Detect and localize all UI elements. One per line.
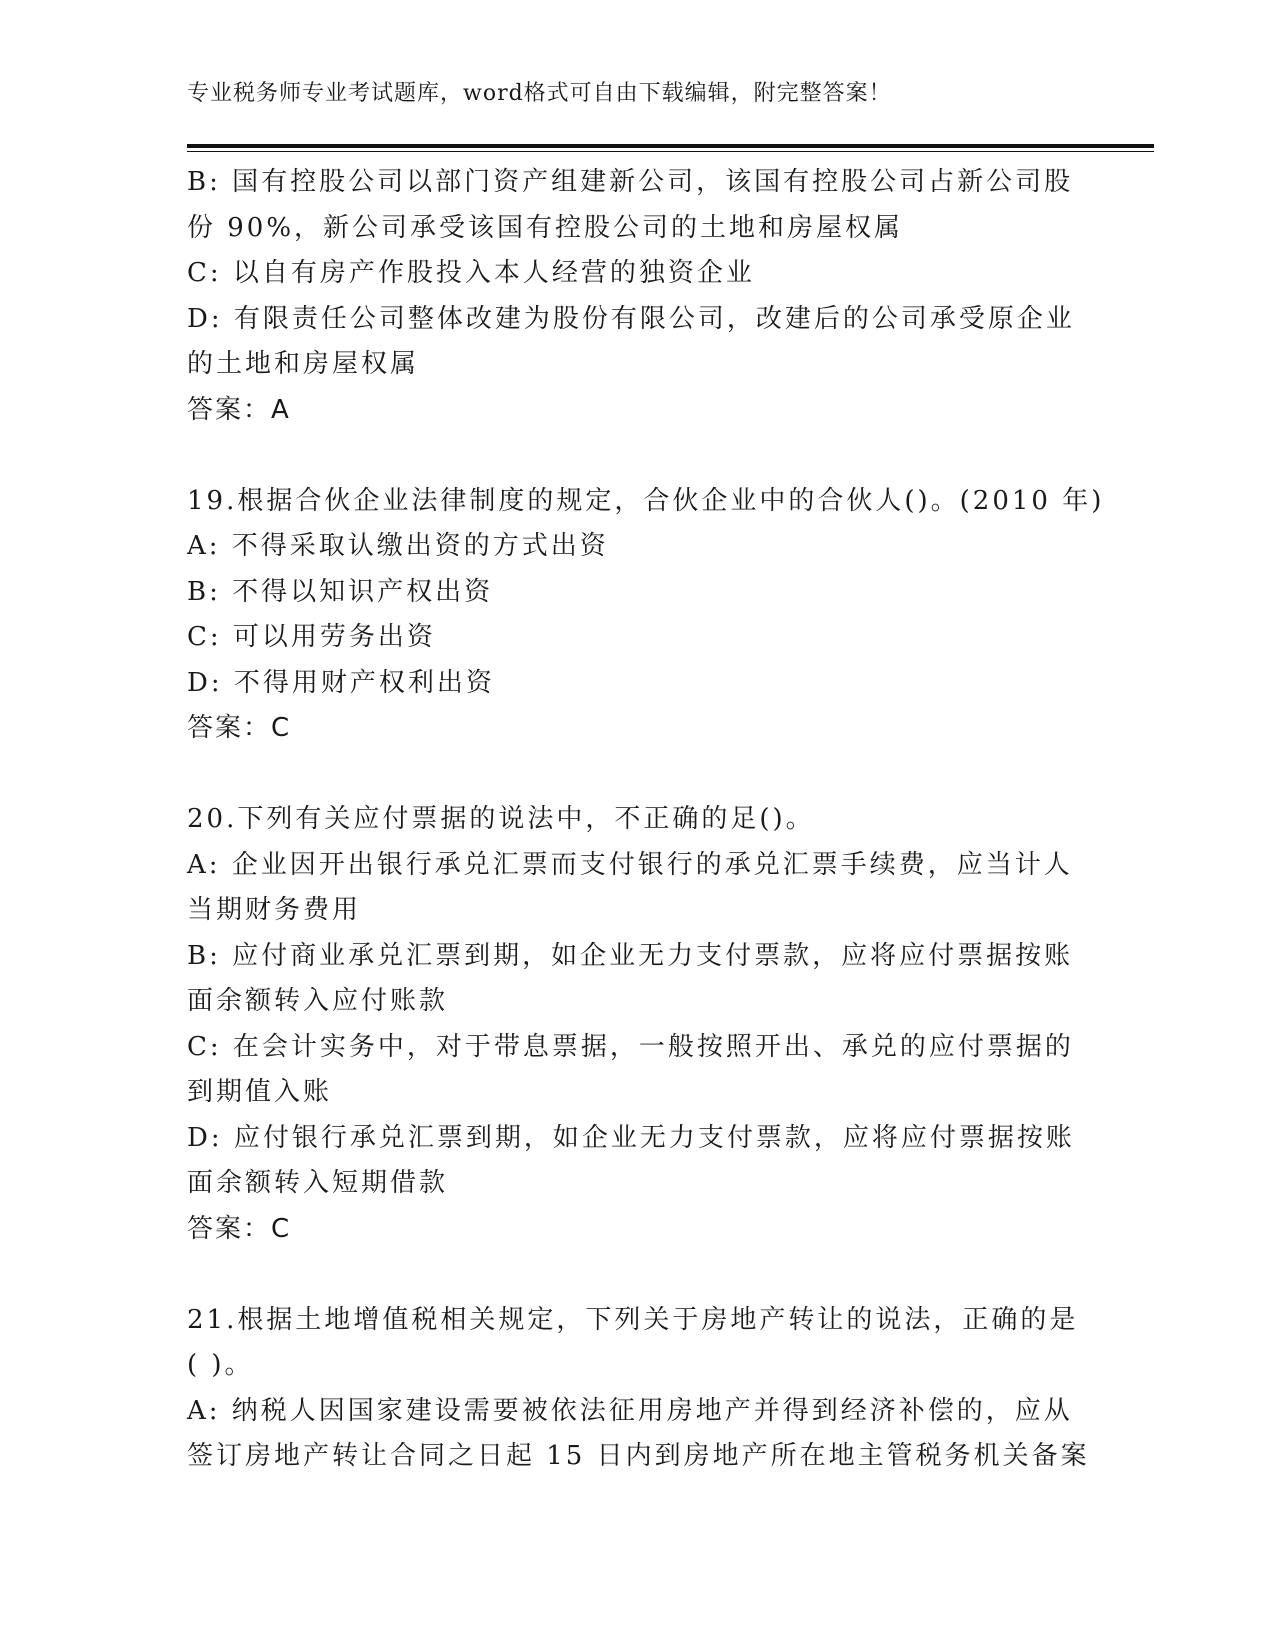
option-line: 签订房地产转让合同之日起 15 日内到房地产所在地主管税务机关备案 [187,1441,1090,1471]
option-line: 面余额转入应付账款 [187,986,449,1016]
option-line: D: 应付银行承兑汇票到期，如企业无力支付票款，应将应付票据按账 [187,1122,1075,1153]
option-line: A: 不得采取认缴出资的方式出资 [187,531,609,561]
question-stem: 21.根据土地增值税相关规定，下列关于房地产转让的说法，正确的是 [187,1304,1079,1335]
option-line: B: 应付商业承兑汇票到期，如企业无力支付票款，应将应付票据按账 [187,940,1074,971]
option-line: B: 不得以知识产权出资 [187,576,494,607]
option-line: A: 纳税人因国家建设需要被依法征用房地产并得到经济补偿的，应从 [187,1395,1073,1426]
option-line: D: 不得用财产权利出资 [187,667,495,698]
option-line: 份 90%，新公司承受该国有控股公司的土地和房屋权属 [187,212,904,243]
option-line: C: 以自有房产作股投入本人经营的独资企业 [187,258,755,288]
answer-line: 答案：A [187,394,291,425]
question-block [187,797,1087,1252]
question-block [187,479,1105,752]
block-spacer [187,433,1087,479]
answer-line: 答案：C [187,713,292,743]
option-line: 当期财务费用 [187,895,362,925]
block-spacer [187,752,1087,798]
answer-line: 答案：C [187,1213,292,1244]
option-line: 面余额转入短期借款 [187,1168,449,1198]
page-header: 专业税务师专业考试题库，word格式可自由下载编辑，附完整答案！ [187,81,892,106]
option-line: A: 企业因开出银行承兑汇票而支付银行的承兑汇票手续费，应当计人 [187,849,1073,880]
question-block [187,1298,1090,1480]
header-rule-thick [187,144,1154,148]
question-stem: 20.下列有关应付票据的说法中，不正确的足()。 [187,804,815,834]
question-block [187,160,1087,433]
block-spacer [187,1252,1087,1298]
option-line: D: 有限责任公司整体改建为股份有限公司，改建后的公司承受原企业 [187,303,1075,334]
option-line: 的土地和房屋权属 [187,349,420,379]
question-stem: 19.根据合伙企业法律制度的规定，合伙企业中的合伙人()。(2010 年) [187,485,1105,516]
option-line: 到期值入账 [187,1077,333,1107]
option-line: B: 国有控股公司以部门资产组建新公司，该国有控股公司占新公司股 [187,167,1074,197]
header-rule-thin [187,151,1154,152]
question-stem: ( )。 [187,1350,254,1380]
option-line: C: 可以用劳务出资 [187,622,436,652]
question-content [187,160,1105,1480]
option-line: C: 在会计实务中，对于带息票据，一般按照开出、承兑的应付票据的 [187,1031,1074,1062]
